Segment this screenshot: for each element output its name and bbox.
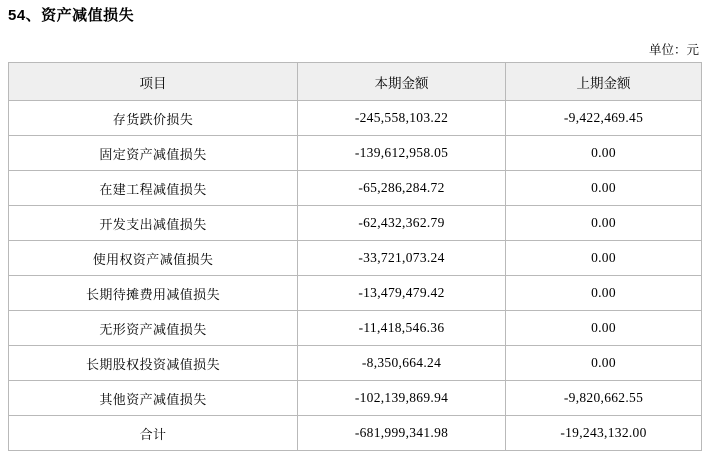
row-current-amount: -65,286,284.72 [298, 171, 506, 206]
row-current-amount: -33,721,073.24 [298, 241, 506, 276]
row-previous-amount: 0.00 [506, 171, 702, 206]
row-label: 存货跌价损失 [9, 101, 298, 136]
column-header-previous-amount: 上期金额 [506, 63, 702, 101]
row-current-amount: -681,999,341.98 [298, 416, 506, 451]
row-previous-amount: 0.00 [506, 206, 702, 241]
row-previous-amount: 0.00 [506, 241, 702, 276]
column-header-current-amount: 本期金额 [298, 63, 506, 101]
table-row [9, 206, 702, 241]
row-previous-amount: 0.00 [506, 346, 702, 381]
table-row [9, 311, 702, 346]
row-previous-amount: 0.00 [506, 136, 702, 171]
row-label: 其他资产减值损失 [9, 381, 298, 416]
row-label: 在建工程减值损失 [9, 171, 298, 206]
table-body [9, 101, 702, 451]
row-current-amount: -102,139,869.94 [298, 381, 506, 416]
row-label: 合计 [9, 416, 298, 451]
page-title: 54、资产减值损失 [8, 7, 135, 24]
row-current-amount: -13,479,479.42 [298, 276, 506, 311]
table-row [9, 101, 702, 136]
row-label: 使用权资产减值损失 [9, 241, 298, 276]
row-previous-amount: -9,820,662.55 [506, 381, 702, 416]
table-row [9, 241, 702, 276]
table-row [9, 381, 702, 416]
row-label: 无形资产减值损失 [9, 311, 298, 346]
row-current-amount: -62,432,362.79 [298, 206, 506, 241]
row-label: 长期股权投资减值损失 [9, 346, 298, 381]
table-row-total [9, 416, 702, 451]
table-row [9, 136, 702, 171]
table-header-row [9, 63, 702, 101]
table-header [9, 63, 702, 101]
row-label: 固定资产减值损失 [9, 136, 298, 171]
table-row [9, 346, 702, 381]
column-header-item: 项目 [9, 63, 298, 101]
table-row [9, 171, 702, 206]
row-current-amount: -11,418,546.36 [298, 311, 506, 346]
row-current-amount: -139,612,958.05 [298, 136, 506, 171]
unit-note: 单位：元 [648, 43, 699, 57]
row-previous-amount: -9,422,469.45 [506, 101, 702, 136]
asset-impairment-loss-table [8, 62, 702, 451]
row-current-amount: -245,558,103.22 [298, 101, 506, 136]
row-label: 长期待摊费用减值损失 [9, 276, 298, 311]
row-current-amount: -8,350,664.24 [298, 346, 506, 381]
row-previous-amount: 0.00 [506, 276, 702, 311]
row-label: 开发支出减值损失 [9, 206, 298, 241]
row-previous-amount: 0.00 [506, 311, 702, 346]
table-row [9, 276, 702, 311]
row-previous-amount: -19,243,132.00 [506, 416, 702, 451]
